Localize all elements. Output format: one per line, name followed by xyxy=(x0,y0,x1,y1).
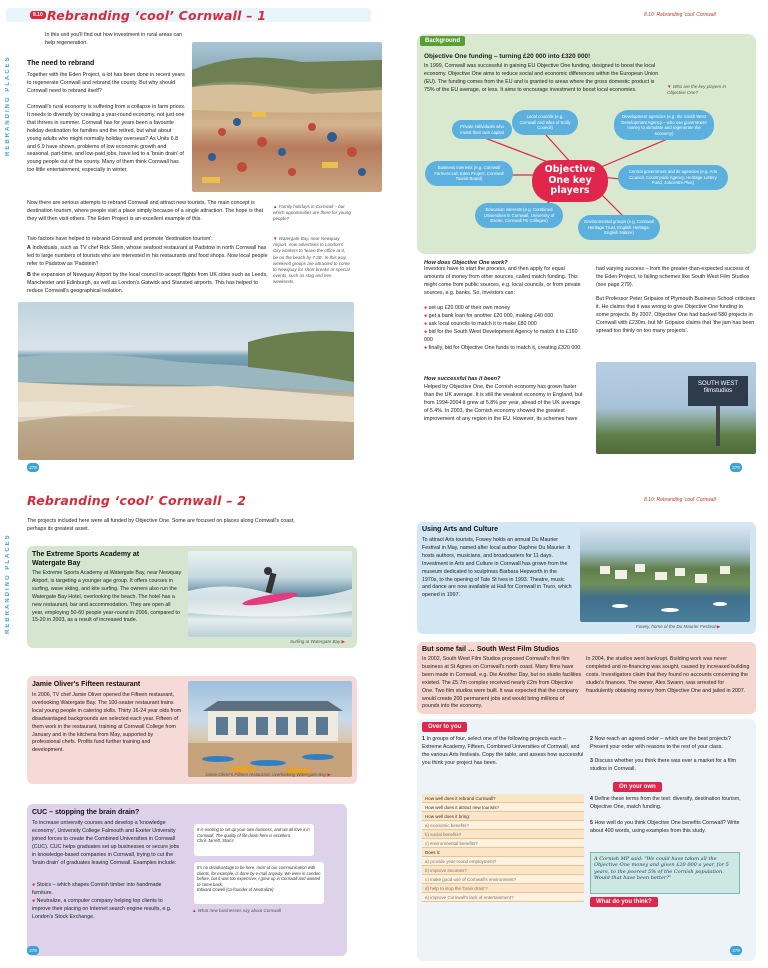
task-1: 1 In groups of four, select one of the following projects each – Extreme Academy, Fifteen, Combined Universities of Cornwall, and the various Arts festivals. Copy the table, and assess how successful you think your project has been. xyxy=(422,736,584,766)
need-para-2: Cornwall's rural economy is suffering from a collapse in farm prices. It needs to diversify by creating a year-round economy, not just one that thrives in summer. Cornwall has for years been a favourite holiday destination for families and the retired, but what about young adults who might normally holiday overseas? As Units 6.8 and 6.9 have shown, problems of low economic growth and seasonal, part-time, and low-paid jobs, have led to a 'brain drain' of young people out of the county. Many of them think Cornwall has too little entertainment, especially in winter. xyxy=(27,104,186,174)
bubble-central: Central government and its agencies (e.g. Arts Council, Countryside Agency, Heritage Lottery Fund, Jobcentre Plus) xyxy=(618,165,728,190)
family-caption: ▲ Family holidays in Cornwall – but which opportunities are there for young people? xyxy=(273,204,351,222)
quote-box-2: It's no disadvantage to be here, most of our communication with clients, for example, is done by e-mail anyway. We were in London before, but it was too expensive; I grew up in Cornwall and wanted to come back. Edward Cowell (co-founder of Neutralize) xyxy=(194,862,324,904)
watergate-bay-image xyxy=(18,302,354,460)
right-para-1: had varying success – from the greater-than-expected success of the Eden Project, to failing schemes like South West Film Studios (see page 279). xyxy=(596,266,750,288)
now-para: Now there are serious attempts to rebrand Cornwall and attract new tourists. The main concept is destination tourism, where people visit a place simply because of a single attraction. The hope is that they will then visit others. The Eden Project is an excellent example of this. xyxy=(27,200,264,222)
bubble-env: Environmental groups (e.g. Cornwall Heritage Trust, English Heritage, English Nature) xyxy=(578,215,660,240)
extreme-heading: The Extreme Sports Academy at Watergate Bay xyxy=(32,551,140,567)
film-heading: But some fail … South West Film Studios xyxy=(422,646,560,653)
list-item: ● get a bank loan for another £20 000, making £40 000 xyxy=(424,312,554,319)
extreme-para: The Extreme Sports Academy at Watergate Bay, near Newquay Airport, is targeting a younger age group. It offers courses in surfing, wave skiing, and kite surfing. The owners also run the Watergate Bay Hotel, overlooking the beach. The hotel has a new restaurant, bar and accommodation. They are open all year, employing 50-60 people year-round in 2006, compared to 15-20 in 2003, as a result of increased trade. xyxy=(32,570,182,624)
list-item: ● Stoics – which shapes Cornish timber into handmade furniture. xyxy=(32,882,162,896)
bubble-dev: Development agencies (e.g. the South West Development Agency – who use government money to stimulate and regenerate the economy) xyxy=(614,110,714,140)
caption-triangle-icon: ▼ xyxy=(667,84,673,89)
list-item: ● set up £20 000 of their own money xyxy=(424,305,510,311)
caption-triangle-icon: ▶ xyxy=(326,772,331,777)
table-row: Does it: xyxy=(422,848,584,857)
factor-a: A Individuals, such as TV chef Rick Stein, whose seafood restaurant at Padstow in north Cornwall has led to large numbers of tourists who are interested in his restaurants and food shops. Now local people refer to Padstow as 'Padstein'! xyxy=(27,245,268,267)
page-number-right: 279 xyxy=(730,463,742,472)
page-number-left: 278 xyxy=(27,463,39,472)
unit-badge: 8.10 xyxy=(30,11,46,19)
think-label xyxy=(590,897,658,907)
table-row: b) social benefits? xyxy=(422,830,584,839)
page-number-left-2: 278 xyxy=(27,946,39,955)
think-label-text: What do you think? xyxy=(596,899,652,905)
table-row: How well does it rebrand Cornwall? xyxy=(422,794,584,803)
right-para-2: But Professor Peter Gripaios of Plymouth Business School criticises it. He claims that it was wrong to give Objective One funding to some projects. By 2007, Objective One had backed 580 projects in Cornwall with £230m, but Mr Gripaios claims that 'the jam has been spread too thinly on too many projects'. xyxy=(596,296,756,334)
intro-text-2: The projects included here were all funded by Objective One. Some are focused on places along Cornwall's coast, perhaps its greatest asset. xyxy=(27,518,295,532)
caption-triangle-icon: ▶ xyxy=(340,639,345,644)
fowey-caption: Fowey, home of the Du Maurier Festival ▶ xyxy=(636,624,721,629)
page-title-2: Rebranding ‘cool’ Cornwall – 2 xyxy=(27,493,247,508)
caption-triangle-icon: ▶ xyxy=(715,624,721,629)
table-row: a) economic benefits? xyxy=(422,821,584,830)
surf-caption: Surfing at Watergate Bay ▶ xyxy=(290,639,345,644)
how-list xyxy=(424,305,584,352)
assessment-table xyxy=(422,794,584,902)
own-label xyxy=(613,782,662,792)
bubble-private: Private individuals who invest their own capital xyxy=(452,120,512,139)
business-caption: ▲ What new businesses say about Cornwall xyxy=(192,908,282,913)
task-2: 2 Now reach an agreed order – which are the best projects? Present your order with reasons to the rest of your class. xyxy=(590,736,731,750)
running-header-2: 8.10: Rebranding ‘cool’ Cornwall xyxy=(644,497,716,503)
task-4: 4 Define these terms from the text: diversify, destination tourism, Objective One, match funding. xyxy=(590,796,741,810)
fifteen-image xyxy=(188,681,352,777)
list-item: ● ask local councils to match it to make £80 000 xyxy=(424,320,537,327)
list-item: ● bid for the South West Development Agency to match it to £160 000 xyxy=(424,328,578,343)
keyplayers-centre: Objective One key players xyxy=(532,160,608,202)
bubble-councils: Local councils (e.g. Cornwall and Isles of Scilly Council) xyxy=(512,110,578,135)
table-row: e) improve Cornwall's lack of entertainment? xyxy=(422,893,584,902)
surfing-image xyxy=(188,551,352,637)
how-para: Investors have to start the process, and then apply for equal amounts of money from other sources, called match funding. This might come from public sources, e.g. local councils, or from private sources, e.g. banks. So, investors can: xyxy=(424,266,581,296)
need-para-1: Together with the Eden Project, a lot has been done in recent years to regenerate Cornwall and rebrand the county. But why should Cornwall need to rebrand itself? xyxy=(27,72,185,94)
side-label-2: REBRANDING PLACES xyxy=(5,533,11,634)
page-title: Rebranding ‘cool’ Cornwall – 1 xyxy=(47,8,267,23)
success-para: Helped by Objective One, the Cornish economy has grown faster than the UK average. It is still the weakest economy in England, but from 1994-2004 it grew at 5.8% per year, ahead of the UK average of 5.4%. In 2003, the Cornish economy showed the greatest improvement of any region in the EU. However, its schemes have xyxy=(424,384,583,422)
jamie-heading: Jamie Oliver's Fifteen restaurant xyxy=(32,681,141,688)
over-label-text: Over to you xyxy=(428,724,462,730)
keyplayers-caption: ▼ Who are the key players in Objective One? xyxy=(667,84,726,96)
list-item: ● Neutralize, a computer company helping top clients to improve their placing on Internet search engine results, e.g. London's Stock Exchange. xyxy=(32,897,172,920)
fowey-image xyxy=(580,526,750,622)
factor-b: B the expansion of Newquay Airport by the local council to accept flights from UK cities such as Leeds, Manchester and Edinburgh, as well as London's Gatwick and Stansted airports. This has helped to reduce Cornwall's geographical isolation. xyxy=(27,272,268,294)
arts-heading: Using Arts and Culture xyxy=(422,526,498,533)
table-row: c) make good use of Cornwall's environment? xyxy=(422,875,584,884)
cuc-heading: CUC – stopping the brain drain? xyxy=(32,809,140,816)
table-row: d) help to stop the 'brain drain'? xyxy=(422,884,584,893)
cuc-para: To increase university courses and develop a 'knowledge economy', University College Falmouth and Exeter University joined forces to create the Combined Universities in Cornwall (CUC). CUC helps graduates set up businesses or secure jobs in knowledge-based companies in Cornwall, trying to cut the 'brain drain' of graduates leaving Cornwall. Examples include: xyxy=(32,820,180,866)
how-heading: How does Objective One work? xyxy=(424,260,508,266)
jamie-para: In 2006, TV chef Jamie Oliver opened the Fifteen restaurant, overlooking Watergate Bay. The 100-seater restaurant trains local young people in catering skills. Thirty 16-24 year olds from disadvantaged backgrounds are selected each year. Fifteen of them work in the restaurant, training at Cornwall College from January and in the kitchens from May, supported by professional chefs. Profits fund further training and development. xyxy=(32,692,182,754)
quote-box-1: It is exciting to set up your own business, and we all love it in Cornwall. The quality of life down here is excellent. Chris Jarrett, Stoics xyxy=(194,824,314,856)
task-3: 3 Discuss whether you think there was ever a market for a film studios in Cornwall. xyxy=(590,758,737,772)
bubble-business: Business interests (e.g. Cornwall Farmers Ltd, Eden Project, Cornwall Tourist Board) xyxy=(425,161,513,186)
bubble-edu: Education interests (e.g. Combined Universities in Cornwall, University of Exeter, Cornwall FE Colleges) xyxy=(475,203,563,228)
watergate-caption: ▼ Watergate Bay, near Newquay Airport, now advertises to London's City workers to 'leave the office at 4, be on the beach by 7.30'. In this way, weekend groups are attracted to come to Newquay for short breaks or special events, such as stag and hen weekends. xyxy=(273,236,350,285)
side-label: REBRANDING PLACES xyxy=(5,55,11,156)
film-studios-sign: SOUTH WEST filmstudios xyxy=(688,376,748,406)
fifteen-caption: Jamie Oliver's Fifteen restaurant, overlooking Watergate Bay ▶ xyxy=(205,772,331,777)
table-row: b) improve incomes? xyxy=(422,866,584,875)
need-heading: The need to rebrand xyxy=(27,60,95,67)
caption-triangle-icon: ▲ xyxy=(273,204,279,209)
bottom-page xyxy=(0,484,768,968)
obj-para: In 1999, Cornwall was successful in gaining EU Objective One funding, designed to boost the local economy. Objective One aims to reduce social and economic differences within the European Union (EU). The funding comes from the EU and is granted to areas where the gross domestic product is 75% of the EU average, or less. It aims to encourage investment to boost local economies. xyxy=(424,63,659,93)
success-heading: How successful has it been? xyxy=(424,376,501,382)
family-beach-image xyxy=(192,42,382,192)
table-row: How well does it bring: xyxy=(422,812,584,821)
intro-text: In this unit you'll find out how investment in rural areas can help regeneration. xyxy=(45,32,183,46)
obj-heading: Objective One funding – turning £20 000 into £320 000! xyxy=(424,53,591,60)
task-5: 5 How well do you think Objective One benefits Cornwall? Write about 400 words, using examples from this study. xyxy=(590,820,740,834)
list-item: ● finally, bid for Objective One funds to match it, creating £320 000. xyxy=(424,344,582,351)
background-label: Background xyxy=(420,36,465,46)
own-label-text: On your own xyxy=(619,784,656,790)
film-para-1: In 2002, South West Film Studios proposed Cornwall's first film business at St Agnes on Cornwall's north coast. Many films have been made in Cornwall, e.g. Die Another Day, but no studio facilities existed. The £5.7m complex received nearly £2m from Objective One. Two film studios were built. It was expected that the company would create 200 permanent jobs and would bring millions of pounds into the economy. xyxy=(422,656,582,710)
caption-triangle-icon: ▲ xyxy=(192,908,198,913)
two-factors-para: Two factors have helped to rebrand Cornwall and promote 'destination tourism': xyxy=(27,236,213,242)
arts-para: To attract Arts tourists, Fowey holds an annual Du Maurier Festival in May, named after local author Daphne Du Maurier. It hosts authors, musicians, and broadcasters for 11 days. Investment in Arts and Culture in Cornwall has grown from the museum dedicated to sculptress Barbara Hepworth in the 1970s, to the opening of Tate St Ives in 1993. Theatre, music and dance are now available at Hall for Cornwall in Truro, which opened in 1997. xyxy=(422,537,572,599)
page-number-right-2: 279 xyxy=(730,946,742,955)
film-studios-image xyxy=(596,362,756,454)
sign-post xyxy=(716,406,720,446)
caption-triangle-icon: ▼ xyxy=(273,236,279,241)
film-para-2: In 2004, the studios went bankrupt. Building work was never completed and re-financing was sought, caused by increased building costs. Investigators claim that they found no accounts concerning the studio's finances. The owner, Alex Swann, was arrested for fraudulently obtaining money from Objective One and jailed in 2007. xyxy=(586,656,750,694)
cuc-list xyxy=(32,882,182,922)
table-row: c) environmental benefits? xyxy=(422,839,584,848)
running-header: 8.10: Rebranding ‘cool’ Cornwall xyxy=(644,12,716,18)
over-label xyxy=(422,722,467,732)
table-row: How well does it attract new tourists? xyxy=(422,803,584,812)
mp-quote-box: A Cornish MP said: "We could have taken all the Objective One money and given £20 000 a year, for 5 years, to the poorest 5% of the Cornish population. Would that have been better?" xyxy=(590,852,740,894)
table-row: a) provide year-round employment? xyxy=(422,857,584,866)
